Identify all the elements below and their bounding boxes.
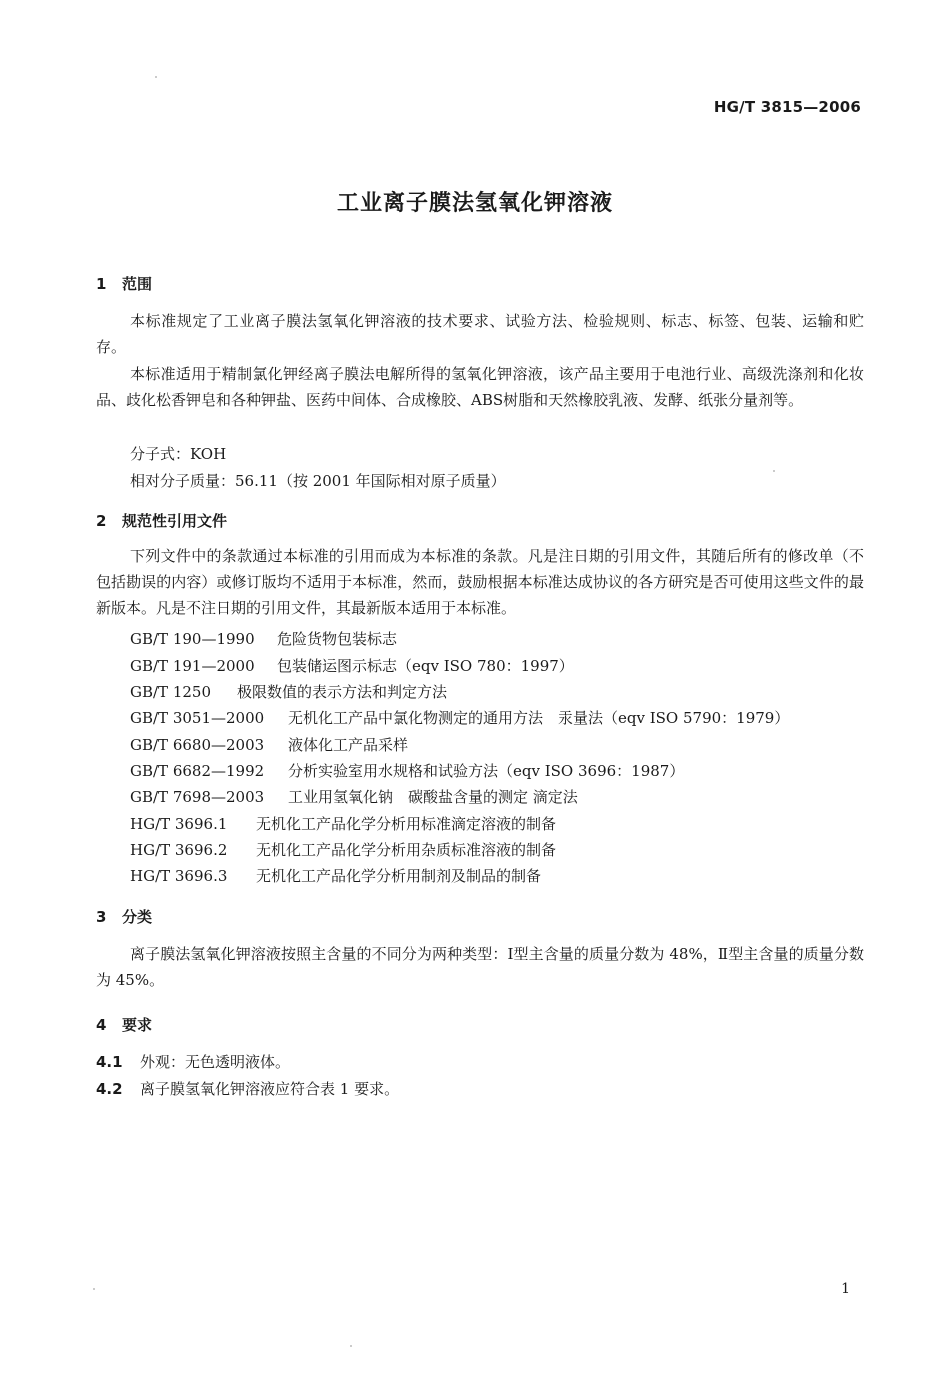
- section-2-heading: [96, 510, 227, 531]
- reference-code: HG/T 3696.1: [130, 815, 228, 833]
- page-number: 1: [841, 1281, 850, 1297]
- reference-item: [130, 734, 408, 755]
- reference-code: HG/T 3696.3: [130, 867, 228, 885]
- section-title: 范围: [122, 275, 153, 293]
- section-4-heading: [96, 1014, 152, 1035]
- section-title: 要求: [122, 1016, 153, 1034]
- section-1-paragraph-2: 本标准适用于精制氯化钾经离子膜法电解所得的氢氧化钾溶液，该产品主要用于电池行业、高级洗涤剂和化妆品、歧化松香钾皂和各种钾盐、医药中间体、合成橡胶、ABS树脂和天然橡胶乳液、发酵、纸张分量剂等。: [96, 365, 864, 409]
- reference-code: GB/T 190—1990: [130, 630, 255, 648]
- reference-title: 无机化工产品化学分析用标准滴定溶液的制备: [256, 815, 557, 833]
- reference-item: [130, 813, 556, 834]
- reference-title: 无机化工产品化学分析用制剂及制品的制备: [256, 867, 542, 885]
- clause-text: 外观：无色透明液体。: [140, 1053, 291, 1071]
- reference-item: [130, 865, 541, 886]
- scan-speck: [155, 76, 157, 78]
- reference-item: [130, 760, 684, 781]
- reference-item: [130, 681, 447, 702]
- reference-code: GB/T 191—2000: [130, 657, 255, 675]
- section-number: 3: [96, 908, 107, 926]
- clause-number: 4.1: [96, 1053, 123, 1071]
- reference-item: [130, 655, 574, 676]
- section-2-paragraph: 下列文件中的条款通过本标准的引用而成为本标准的条款。凡是注日期的引用文件，其随后所有的修改单（不包括勘误的内容）或修订版均不适用于本标准，然而，鼓励根据本标准达成协议的各方研究是否可使用这些文件的最新版本。凡是不注日期的引用文件，其最新版本适用于本标准。: [96, 547, 864, 617]
- reference-code: HG/T 3696.2: [130, 841, 228, 859]
- reference-code: GB/T 6680—2003: [130, 736, 265, 754]
- reference-item: [130, 839, 556, 860]
- reference-code: GB/T 1250: [130, 683, 212, 701]
- reference-title: 液体化工产品采样: [288, 736, 409, 754]
- section-1-heading: [96, 273, 152, 294]
- reference-title: 工业用氢氧化钠 碳酸盐含量的测定 滴定法: [288, 788, 578, 806]
- reference-title: 分析实验室用水规格和试验方法（eqv ISO 3696：1987）: [288, 762, 685, 780]
- reference-item: [130, 707, 789, 728]
- reference-title: 无机化工产品化学分析用杂质标准溶液的制备: [256, 841, 557, 859]
- clause-item: [96, 1051, 290, 1072]
- reference-code: GB/T 3051—2000: [130, 709, 265, 727]
- molecular-mass: 相对分子质量：56.11（按 2001 年国际相对原子质量）: [130, 472, 506, 490]
- clause-number: 4.2: [96, 1080, 123, 1098]
- section-3-heading: [96, 906, 152, 927]
- reference-item: [130, 628, 397, 649]
- section-number: 2: [96, 512, 107, 530]
- section-title: 分类: [122, 908, 153, 926]
- reference-code: GB/T 7698—2003: [130, 788, 265, 806]
- section-title: 规范性引用文件: [122, 512, 228, 530]
- reference-title: 极限数值的表示方法和判定方法: [237, 683, 448, 701]
- molecular-formula: 分子式：KOH: [130, 445, 227, 463]
- section-3-paragraph: 离子膜法氢氧化钾溶液按照主含量的不同分为两种类型：Ⅰ型主含量的质量分数为 48%，Ⅱ型主含量的质量分数为 45%。: [96, 945, 864, 989]
- reference-title: 危险货物包装标志: [277, 630, 398, 648]
- clause-text: 离子膜氢氧化钾溶液应符合表 1 要求。: [140, 1080, 400, 1098]
- reference-item: [130, 786, 578, 807]
- section-number: 4: [96, 1016, 107, 1034]
- reference-code: GB/T 6682—1992: [130, 762, 265, 780]
- section-1-paragraph-1: 本标准规定了工业离子膜法氢氧化钾溶液的技术要求、试验方法、检验规则、标志、标签、包装、运输和贮存。: [96, 312, 864, 356]
- reference-title: 包装储运图示标志（eqv ISO 780：1997）: [277, 657, 574, 675]
- section-number: 1: [96, 275, 107, 293]
- standard-code: HG/T 3815—2006: [713, 98, 861, 116]
- clause-item: [96, 1078, 399, 1099]
- reference-title: 无机化工产品中氯化物测定的通用方法 汞量法（eqv ISO 5790：1979）: [288, 709, 790, 727]
- scan-speck: [93, 1288, 95, 1290]
- scan-speck: [350, 1345, 352, 1347]
- document-title: 工业离子膜法氢氧化钾溶液: [336, 191, 613, 216]
- scan-speck: [773, 470, 775, 472]
